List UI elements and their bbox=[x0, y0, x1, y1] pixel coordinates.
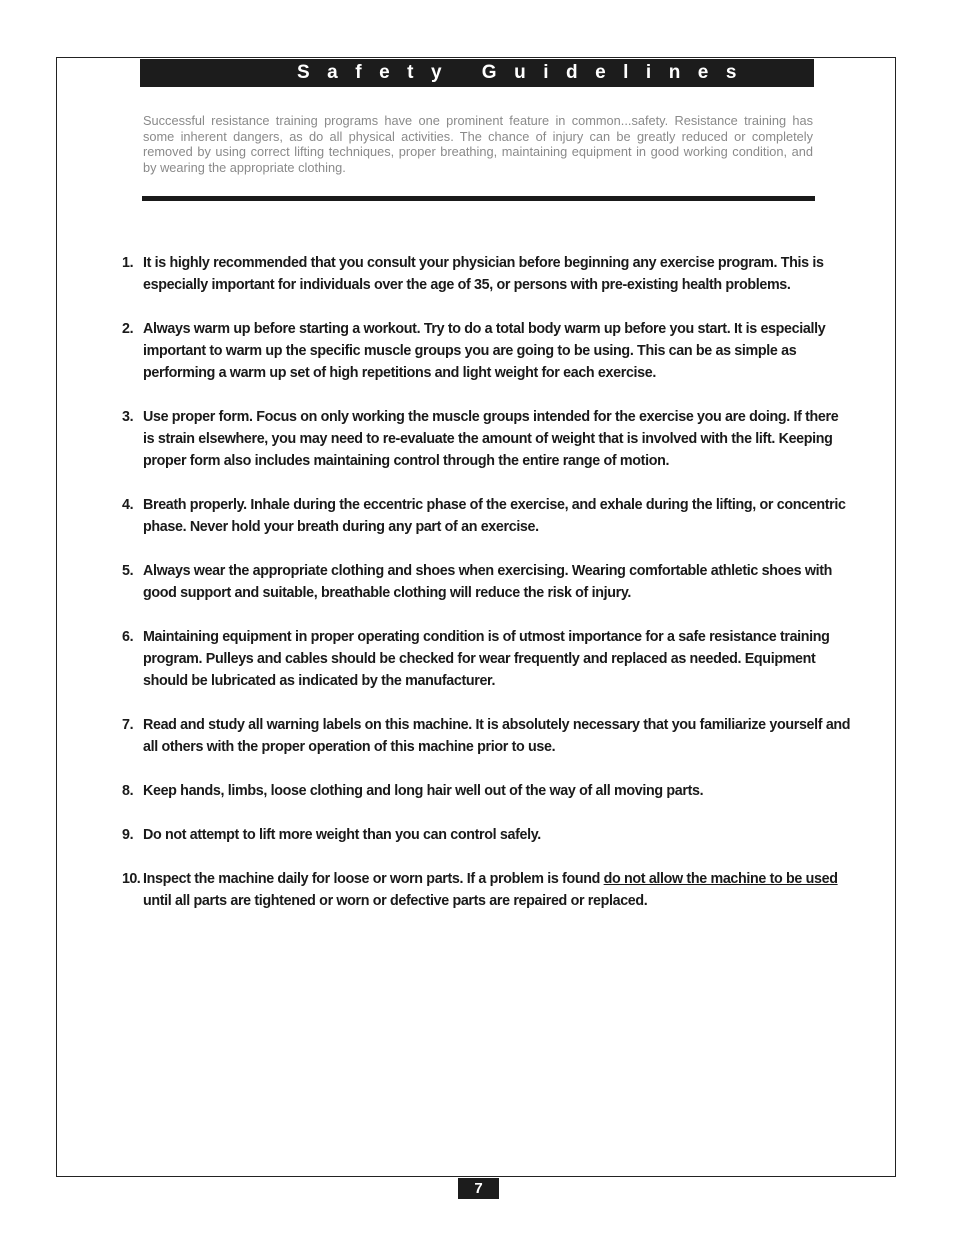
guideline-text: Maintaining equipment in proper operating condition is of utmost importance for a safe resistance training program. Pulleys and cables should be checked for wear frequently and replaced as needed. Equipment should be lubricated as indicated by the manufacturer. bbox=[143, 629, 830, 689]
guideline-text: Do not attempt to lift more weight than you can control safely. bbox=[143, 827, 541, 843]
guideline-item bbox=[122, 868, 852, 912]
guideline-text-underlined: do not allow the machine to be used bbox=[603, 871, 838, 887]
guideline-text: Always wear the appropriate clothing and shoes when exercising. Wearing comfortable athletic shoes with good support and suitable, breathable clothing will reduce the risk of injury. bbox=[143, 563, 833, 601]
guideline-item bbox=[122, 560, 852, 604]
page-number: 7 bbox=[458, 1178, 499, 1199]
guideline-number: 2. bbox=[122, 321, 134, 337]
guideline-text-after: until all parts are tightened or worn or defective parts are repaired or replaced. bbox=[143, 893, 648, 909]
guideline-item bbox=[122, 406, 852, 472]
guideline-number: 4. bbox=[122, 497, 134, 513]
guideline-item bbox=[122, 252, 852, 296]
guideline-number: 9. bbox=[122, 827, 134, 843]
guideline-text: Read and study all warning labels on this machine. It is absolutely necessary that you familiarize yourself and all others with the proper operation of this machine prior to use. bbox=[143, 717, 851, 755]
guideline-item bbox=[122, 780, 852, 802]
divider-rule bbox=[142, 196, 815, 201]
guideline-number: 10. bbox=[122, 871, 141, 887]
guideline-text: Use proper form. Focus on only working the muscle groups intended for the exercise you are doing. If there is strain elsewhere, you may need to re-evaluate the amount of weight that is involved with the lift. Keeping proper form also includes maintaining control through the entire range of motion. bbox=[143, 409, 839, 469]
guideline-number: 7. bbox=[122, 717, 134, 733]
guideline-item bbox=[122, 824, 852, 846]
guideline-item bbox=[122, 714, 852, 758]
guideline-number: 5. bbox=[122, 563, 134, 579]
guideline-item bbox=[122, 626, 852, 692]
guideline-number: 8. bbox=[122, 783, 134, 799]
section-title: Safety Guidelines bbox=[140, 59, 814, 87]
guideline-text: Always warm up before starting a workout. Try to do a total body warm up before you start. It is especially important to warm up the specific muscle groups you are going to be using. This can be as simple as performing a warm up set of high repetitions and light weight for each exercise. bbox=[143, 321, 826, 381]
guideline-text-before: Inspect the machine daily for loose or worn parts. If a problem is found bbox=[143, 871, 604, 887]
guideline-item bbox=[122, 494, 852, 538]
guideline-number: 1. bbox=[122, 255, 134, 271]
guideline-item bbox=[122, 318, 852, 384]
guideline-text: It is highly recommended that you consult your physician before beginning any exercise program. This is especially important for individuals over the age of 35, or persons with pre-existing health problems. bbox=[143, 255, 824, 293]
guideline-number: 6. bbox=[122, 629, 134, 645]
guidelines-list bbox=[122, 252, 852, 934]
intro-paragraph: Successful resistance training programs have one prominent feature in common...safety. Resistance training has some inherent dangers, as do all physical activities. The chance of injury can be greatly reduced or completely removed by using correct lifting techniques, proper breathing, maintaining equipment in good working condition, and by wearing the appropriate clothing. bbox=[143, 113, 813, 175]
guideline-text: Keep hands, limbs, loose clothing and long hair well out of the way of all moving parts. bbox=[143, 783, 704, 799]
guideline-text: Breath properly. Inhale during the eccentric phase of the exercise, and exhale during the lifting, or concentric phase. Never hold your breath during any part of an exercise. bbox=[143, 497, 846, 535]
guideline-number: 3. bbox=[122, 409, 134, 425]
